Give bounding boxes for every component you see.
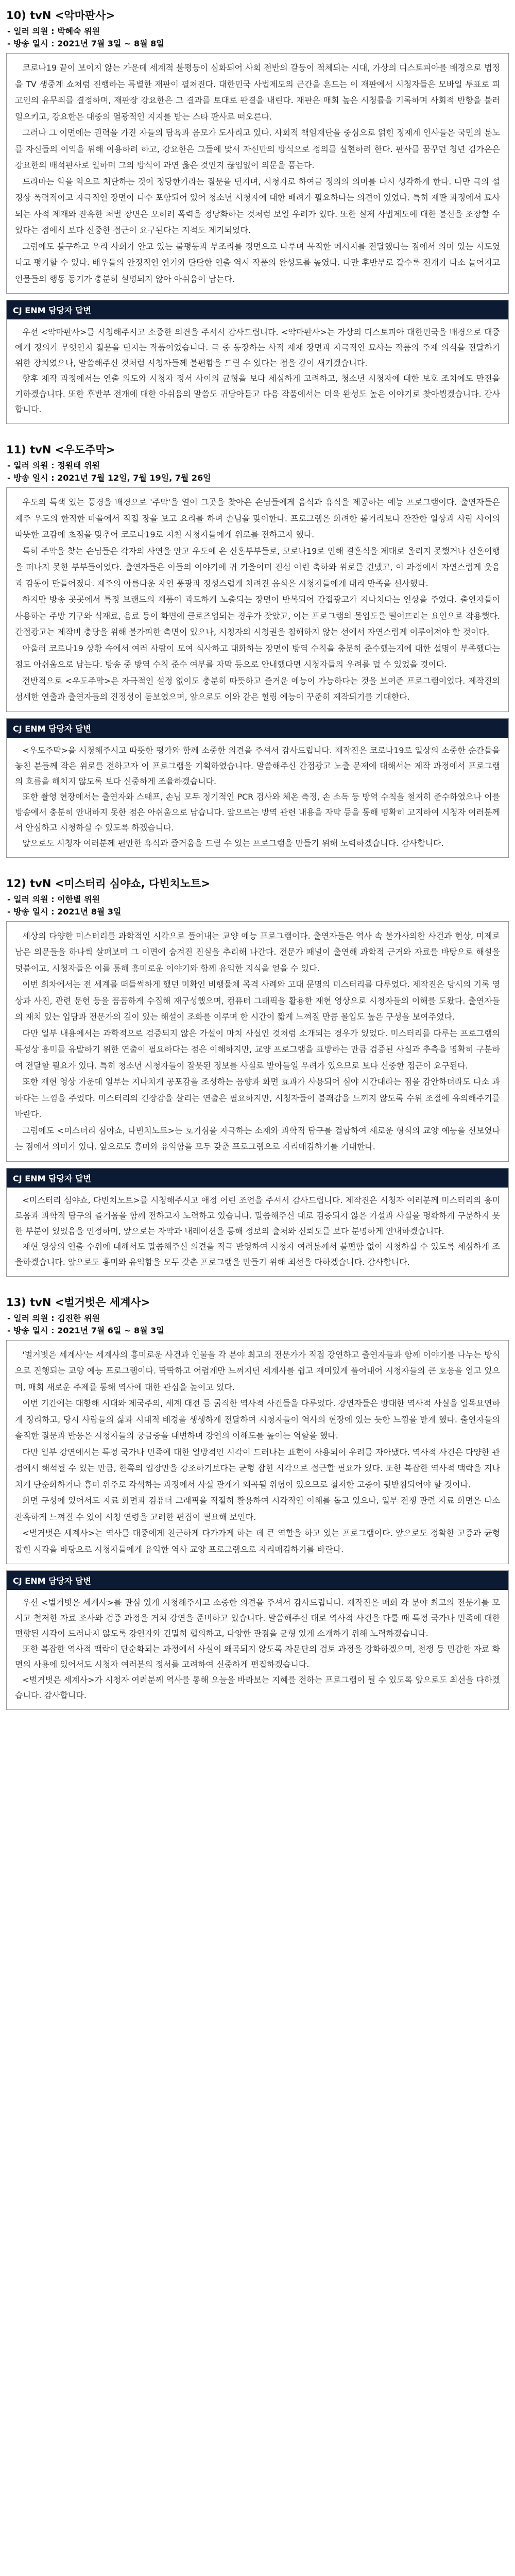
answer-body: [7, 1188, 508, 1276]
review-paragraph: 특히 주막을 찾는 손님들은 각자의 사연을 안고 우도에 온 신혼부부들로, 코로나19로 인해 결혼식을 제대로 올리지 못했거나 신혼여행을 떠나지 못한 부부들이었다. 출연자들은 이들의 이야기에 귀 기울이며 진심 어린 축하와 위로를 건넸고, 이 과정에서 자연스럽게 웃음과 감동이 만들어졌다. 제주의 아름다운 자연 풍광과 정성스럽게 차려진 음식은 시청자들에게 대리 만족을 선사했다.: [15, 546, 500, 588]
section-meta-line: - 방송 일시 : 2021년 7월 12일, 7월 19일, 7월 26일: [7, 473, 211, 483]
answer-body: [7, 738, 508, 857]
answer-paragraph: <미스터리 심야쇼, 다빈치노트>를 시청해주시고 애정 어린 조언을 주셔서 감사드립니다. 제작진은 시청자 여러분께 미스터리의 흥미로움과 과학적 탐구의 즐거움을 함께 전하고자 노력하고 있습니다. 말씀해주신 대로 검증되지 않은 가설과 사실을 명확하게 구분하지 못한 부분이 있었음을 인정하며, 앞으로는 자막과 내레이션을 통해 정보의 출처와 신뢰도를 보다 분명하게 안내하겠습니다.: [15, 1195, 500, 1236]
review-body-box: [6, 1340, 509, 1565]
answer-paragraph: 또한 촬영 현장에서는 출연자와 스태프, 손님 모두 정기적인 PCR 검사와 체온 측정, 손 소독 등 방역 수칙을 철저히 준수하였으나 이를 방송에서 충분히 안내하지 못한 점은 아쉬움으로 남습니다. 앞으로는 방역 관련 내용을 자막 등을 통해 명확히 고지하여 시청자 여러분께서 안심하고 시청하실 수 있도록 하겠습니다.: [15, 791, 500, 833]
review-paragraph: 이번 기간에는 대항해 시대와 제국주의, 세계 대전 등 굵직한 역사적 사건들을 다루었다. 강연자들은 방대한 역사적 사실을 일목요연하게 정리하고, 당시 사람들의 삶과 시대적 배경을 생생하게 전달하여 시청자들이 역사의 현장에 있는 듯한 느낌을 받게 했다. 출연자들의 솔직한 질문과 반응은 시청자들의 궁금증을 대변하며 강연의 이해도를 높이는 역할을 했다.: [15, 1398, 500, 1440]
section-meta-line: - 방송 일시 : 2021년 7월 3일 ~ 8월 8일: [7, 39, 164, 48]
section-meta-line: - 일러 의원 : 김진한 위원: [7, 1313, 100, 1323]
review-section: [6, 442, 509, 858]
review-paragraph: 다만 일부 내용에서는 과학적으로 검증되지 않은 가설이 마치 사실인 것처럼 소개되는 경우가 있었다. 미스터리를 다루는 프로그램의 특성상 흥미를 유발하기 위한 연출이 필요하다는 점은 이해하지만, 교양 프로그램을 표방하는 만큼 검증된 사실과 추측을 명확히 구분하여 전달할 필요가 있다. 특히 청소년 시청자들이 잘못된 정보를 사실로 받아들일 우려가 있으므로 보다 신중한 접근이 요구된다.: [15, 1028, 500, 1071]
section-meta-line: - 일러 의원 : 박혜숙 위원: [7, 26, 100, 36]
answer-box: [6, 1570, 509, 1710]
section-title: 13) tvN <벌거벗은 세계사>: [6, 1296, 150, 1309]
review-paragraph: 또한 재현 영상 가운데 일부는 지나치게 공포감을 조성하는 음향과 화면 효과가 사용되어 심야 시간대라는 점을 감안하더라도 다소 과하다는 느낌을 주었다. 미스터리의 긴장감을 살리는 연출은 필요하지만, 시청자들이 불쾌감을 느끼지 않도록 수위 조절에 유의해주기를 바란다.: [15, 1077, 500, 1119]
answer-body: [7, 1590, 508, 1709]
review-paragraph: <벌거벗은 세계사>는 역사를 대중에게 친근하게 다가가게 하는 데 큰 역할을 하고 있는 프로그램이다. 앞으로도 정확한 고증과 균형 잡힌 시각을 바탕으로 시청자들에게 유익한 역사 교양 프로그램으로 자리매김하기를 바란다.: [15, 1528, 500, 1554]
answer-paragraph: 우선 <악마판사>를 시청해주시고 소중한 의견을 주셔서 감사드립니다. <악마판사>는 가상의 디스토피아 대한민국을 배경으로 대중에게 정의가 무엇인지 질문을 던지는 작품이었습니다. 극 중 등장하는 사적 제재 장면과 자극적인 묘사는 작품의 주제 의식을 전달하기 위한 장치였으나, 말씀해주신 것처럼 시청자들께 불편함을 드릴 수 있다는 점을 깊이 새기겠습니다.: [15, 327, 500, 368]
review-paragraph: 전반적으로 <우도주막>은 자극적인 설정 없이도 충분히 따뜻하고 즐거운 예능이 가능하다는 것을 보여준 프로그램이었다. 제작진의 섬세한 연출과 출연자들의 진정성이 돋보였으며, 앞으로도 이와 같은 힐링 예능이 꾸준히 제작되기를 기대한다.: [15, 675, 500, 702]
review-section: [6, 1294, 509, 1710]
answer-paragraph: 재현 영상의 연출 수위에 대해서도 말씀해주신 의견을 적극 반영하여 시청자 여러분께서 불편함 없이 시청하실 수 있도록 세심하게 조율하겠습니다. 앞으로도 흥미와 유익함을 모두 갖춘 프로그램을 만들기 위해 최선을 다하겠습니다. 감사합니다.: [15, 1241, 500, 1267]
review-paragraph: 세상의 다양한 미스터리를 과학적인 시각으로 풀어내는 교양 예능 프로그램이다. 출연자들은 역사 속 불가사의한 사건과 현상, 미제로 남은 의문들을 하나씩 살펴보며 그 이면에 숨겨진 진실을 추리해 나간다. 전문가 패널이 출연해 과학적 근거와 자료를 바탕으로 해설을 덧붙이고, 시청자들은 이를 통해 흥미로운 이야기와 함께 유익한 지식을 얻을 수 있다.: [15, 930, 500, 973]
review-paragraph: 화면 구성에 있어서도 자료 화면과 컴퓨터 그래픽을 적절히 활용하여 시각적인 이해를 돕고 있으나, 일부 전쟁 관련 자료 화면은 다소 잔혹하게 느껴질 수 있어 시청 연령을 고려한 편집이 필요해 보인다.: [15, 1496, 500, 1522]
section-meta-line: - 방송 일시 : 2021년 8월 3일: [7, 906, 122, 917]
answer-paragraph: <벌거벗은 세계사>가 시청자 여러분께 역사를 통해 오늘을 바라보는 지혜를 전하는 프로그램이 될 수 있도록 앞으로도 최선을 다하겠습니다. 감사합니다.: [15, 1675, 500, 1700]
review-paragraph: 그럼에도 불구하고 우리 사회가 안고 있는 불평등과 부조리를 정면으로 다루며 묵직한 메시지를 전달했다는 점에서 의미 있는 시도였다고 평가할 수 있다. 배우들의 안정적인 연기와 탄탄한 연출 역시 작품의 완성도를 높였다. 다만 후반부로 갈수록 전개가 다소 늘어지고 인물들의 행동 동기가 충분히 설명되지 않아 아쉬움이 남는다.: [15, 241, 500, 284]
answer-box: [6, 718, 509, 858]
answer-paragraph: 향후 제작 과정에서는 연출 의도와 시청자 정서 사이의 균형을 보다 세심하게 고려하고, 청소년 시청자에 대한 보호 조치에도 만전을 기하겠습니다. 또한 후반부 전개에 대한 아쉬움의 말씀도 귀담아듣고 다음 작품에서는 더욱 완성도 높은 이야기로 찾아뵙겠습니다. 감사합니다.: [15, 374, 500, 414]
review-section: [6, 875, 509, 1277]
answer-header: CJ ENM 담당자 답변: [7, 1168, 508, 1188]
section-meta-line: - 방송 일시 : 2021년 7월 6일 ~ 8월 3일: [7, 1325, 164, 1335]
section-title: 12) tvN <미스터리 심야쇼, 다빈치노트>: [6, 877, 210, 890]
review-paragraph: 드라마는 악을 악으로 처단하는 것이 정당한가라는 질문을 던지며, 시청자로 하여금 정의의 의미를 다시 생각하게 한다. 다만 극의 설정상 폭력적이고 자극적인 장면이 다수 포함되어 있어 청소년 시청자에 대한 배려가 필요하다는 의견이 있었다. 특히 재판 과정에서 묘사되는 사적 제재와 잔혹한 처벌 장면은 오히려 폭력을 정당화하는 것처럼 보일 우려가 있다. 또한 실제 사법제도에 대한 불신을 조장할 수 있다는 점에서 보다 신중한 접근이 요구된다는 지적도 제기되었다.: [15, 176, 500, 235]
review-paragraph: 코로나19 끝이 보이지 않는 가운데 세계적 불평등이 심화되어 사회 전반의 갈등이 적체되는 시대, 가상의 디스토피아를 배경으로 법정을 TV 생중계 쇼처럼 진행하는 특별한 재판이 펼쳐진다. 대한민국 사법제도의 근간을 흔드는 이 재판에서 시청자들은 모바일 투표로 피고인의 유무죄를 결정하며, 재판장 강요한은 그 결과를 토대로 판결을 내린다. 재판은 매회 높은 시청률을 기록하며 사회적 반향을 불러일으키고, 강요한은 대중의 열광적인 지지를 받는 스타 판사로 떠오른다.: [15, 63, 500, 122]
review-paragraph: 아울러 코로나19 상황 속에서 여러 사람이 모여 식사하고 대화하는 장면이 방역 수칙을 충분히 준수했는지에 대한 설명이 부족했다는 점도 아쉬움으로 남는다. 방송 중 방역 수칙 준수 여부를 자막 등으로 안내했다면 시청자들의 우려를 덜 수 있었을 것이다.: [15, 643, 500, 669]
section-meta-line: - 일러 의원 : 이한별 위원: [7, 894, 100, 904]
section-title: 11) tvN <우도주막>: [6, 444, 115, 456]
answer-paragraph: 앞으로도 시청자 여러분께 편안한 휴식과 즐거움을 드릴 수 있는 프로그램을 만들기 위해 노력하겠습니다. 감사합니다.: [22, 838, 444, 848]
answer-header: CJ ENM 담당자 답변: [7, 719, 508, 738]
review-paragraph: 그러나 그 이면에는 권력을 가진 자들의 탐욕과 음모가 도사리고 있다. 사회적 책임재단을 중심으로 얽힌 정재계 인사들은 국민의 분노를 자신들의 이익을 위해 이용하려 하고, 강요한은 그들에 맞서 자신만의 방식으로 정의를 실현하려 한다. 판사를 꿈꾸던 청년 김가온은 강요한의 배석판사로 일하며 그의 방식이 과연 옳은 것인지 끊임없이 의문을 품는다.: [15, 128, 500, 170]
review-section: [6, 7, 509, 424]
review-paragraph: '벌거벗은 세계사'는 세계사의 흥미로운 사건과 인물을 각 분야 최고의 전문가가 직접 강연하고 출연자들과 함께 이야기를 나누는 방식으로 진행되는 교양 예능 프로그램이다. 딱딱하고 어렵게만 느껴지던 세계사를 쉽고 재미있게 풀어내어 시청자들의 큰 호응을 얻고 있으며, 매회 새로운 주제를 통해 역사에 대한 관심을 높이고 있다.: [15, 1349, 500, 1392]
review-paragraph: 다만 일부 강연에서는 특정 국가나 민족에 대한 일방적인 시각이 드러나는 표현이 사용되어 우려를 자아냈다. 역사적 사건은 다양한 관점에서 해석될 수 있는 만큼, 한쪽의 입장만을 강조하기보다는 균형 잡힌 시각으로 접근할 필요가 있다. 또한 복잡한 역사적 맥락을 지나치게 단순화하거나 흥미 위주로 각색하는 과정에서 사실 관계가 왜곡될 위험이 있으므로 철저한 고증이 뒷받침되어야 할 것이다.: [15, 1447, 500, 1489]
review-paragraph: 그럼에도 <미스터리 심야쇼, 다빈치노트>는 호기심을 자극하는 소재와 과학적 탐구를 결합하여 새로운 형식의 교양 예능을 선보였다는 점에서 의미가 있다. 앞으로도 흥미와 유익함을 모두 갖춘 프로그램으로 자리매김하기를 기대한다.: [15, 1125, 500, 1151]
answer-paragraph: 또한 복잡한 역사적 맥락이 단순화되는 과정에서 사실이 왜곡되지 않도록 자문단의 검토 과정을 강화하겠으며, 전쟁 등 민감한 자료 화면의 사용에 있어서도 시청자 여러분의 정서를 고려하여 신중하게 편집하겠습니다.: [15, 1644, 500, 1669]
review-body-box: [6, 487, 509, 712]
answer-paragraph: <우도주막>을 시청해주시고 따뜻한 평가와 함께 소중한 의견을 주셔서 감사드립니다. 제작진은 코로나19로 일상의 소중한 순간들을 놓친 분들께 작은 위로를 전하고자 이 프로그램을 기획하였습니다. 말씀해주신 간접광고 노출 문제에 대해서는 제작 과정에서 프로그램의 흐름을 해치지 않도록 보다 신중하게 조율하겠습니다.: [15, 745, 500, 786]
answer-box: [6, 1168, 509, 1277]
answer-box: [6, 300, 509, 424]
review-body-box: [6, 921, 509, 1162]
section-title: 10) tvN <악마판사>: [6, 9, 115, 22]
review-body-box: [6, 53, 509, 294]
answer-header: CJ ENM 담당자 답변: [7, 1571, 508, 1590]
answer-header: CJ ENM 담당자 답변: [7, 300, 508, 319]
section-meta-line: - 일러 의원 : 정원태 위원: [7, 461, 100, 470]
review-paragraph: 하지만 방송 곳곳에서 특정 브랜드의 제품이 과도하게 노출되는 장면이 반복되어 간접광고가 지나치다는 인상을 주었다. 출연자들이 사용하는 주방 기구와 식재료, 음료 등이 화면에 클로즈업되는 경우가 잦았고, 이는 프로그램의 몰입도를 떨어뜨리는 요인으로 작용했다. 간접광고는 제작비 충당을 위해 불가피한 측면이 있으나, 시청자의 시청권을 침해하지 않는 선에서 자연스럽게 이루어져야 할 것이다.: [15, 595, 500, 637]
answer-body: [7, 319, 508, 423]
answer-paragraph: 우선 <벌거벗은 세계사>를 관심 있게 시청해주시고 소중한 의견을 주셔서 감사드립니다. 제작진은 매회 각 분야 최고의 전문가를 모시고 철저한 자료 조사와 검증 과정을 거쳐 강연을 준비하고 있습니다. 말씀해주신 대로 역사적 사건을 다룰 때 특정 국가나 민족에 대한 편향된 시각이 드러나지 않도록 강연자와 긴밀히 협의하고, 다양한 관점을 균형 있게 소개하기 위해 노력하겠습니다.: [15, 1598, 500, 1638]
review-paragraph: 우도의 특색 있는 풍경을 배경으로 '주막'을 열어 그곳을 찾아온 손님들에게 음식과 휴식을 제공하는 예능 프로그램이다. 출연자들은 제주 우도의 한적한 마을에서 직접 장을 보고 요리를 하며 손님을 맞이한다. 프로그램은 화려한 볼거리보다 잔잔한 일상과 사람 사이의 따뜻한 교감에 초점을 맞추어 코로나19로 지친 시청자들에게 위로를 전하고자 했다.: [15, 497, 500, 539]
review-paragraph: 이번 회차에서는 전 세계를 떠들썩하게 했던 미확인 비행물체 목격 사례와 고대 문명의 미스터리를 다루었다. 제작진은 당시의 기록 영상과 사진, 관련 문헌 등을 꼼꼼하게 수집해 재구성했으며, 컴퓨터 그래픽을 활용한 재현 영상으로 시청자들의 이해를 도왔다. 출연자들의 재치 있는 입담과 전문가의 깊이 있는 해설이 조화를 이루며 한 시간이 짧게 느껴질 만큼 몰입도 높은 구성을 보여주었다.: [15, 979, 500, 1022]
